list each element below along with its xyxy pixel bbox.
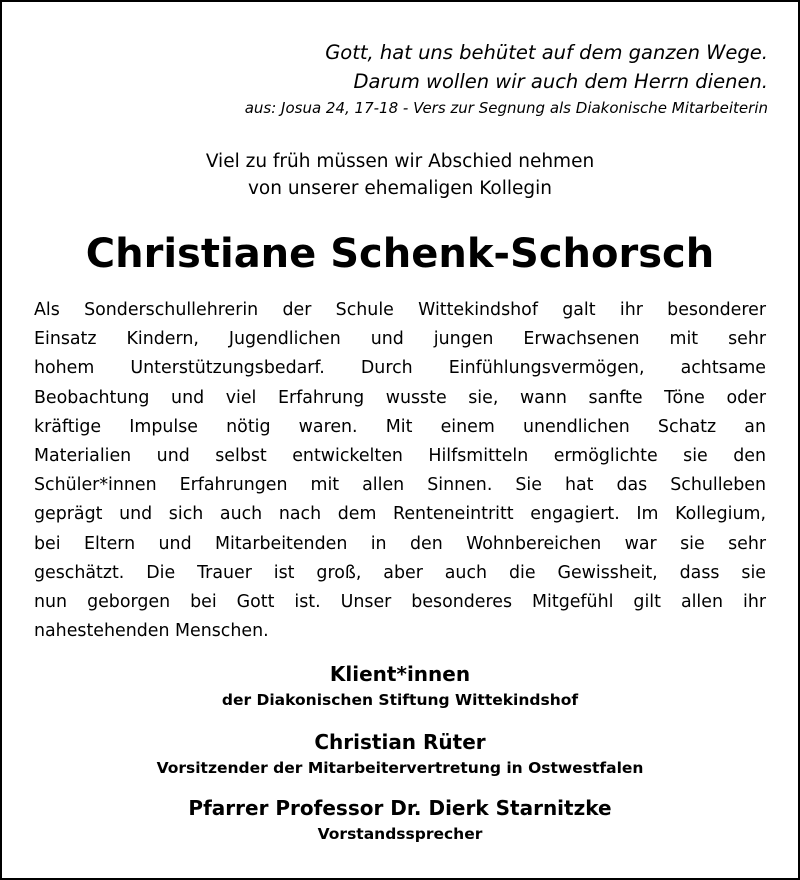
signature-role: Vorstandssprecher [317,825,483,843]
body-line: Schüler*innen Erfahrungen mit allen Sinnen. Sie hat das Schulleben [34,475,766,496]
body-line: geprägt und sich auch nach dem Renteneintritt engagiert. Im Kollegium, [34,504,766,525]
signature-staff-council [0,728,800,780]
quote-line-2: Darum wollen wir auch dem Herrn dienen. [353,70,768,93]
body-line: hohem Unterstützungsbedarf. Durch Einfühlungsvermögen, achtsame [34,358,766,379]
body-line: Beobachtung und viel Erfahrung wusste sie, wann sanfte Töne oder [34,387,766,408]
signature-name: Christian Rüter [314,730,486,754]
body-line: bei Eltern und Mitarbeitenden in den Wohnbereichen war sie sehr [34,533,766,554]
body-line: Als Sonderschullehrerin der Schule Wittekindshof galt ihr besonderer [34,300,766,320]
body-line: nun geborgen bei Gott ist. Unser besonderes Mitgefühl gilt allen ihr [34,592,766,613]
body-line: nahestehenden Menschen. [34,621,269,642]
signature-name: Klient*innen [329,662,471,686]
bible-quote [245,38,768,120]
signature-name: Pfarrer Professor Dr. Dierk Starnitzke [188,796,612,820]
intro-line-1: Viel zu früh müssen wir Abschied nehmen [205,151,595,172]
body-line: Einsatz Kindern, Jugendlichen und jungen Erwachsenen mit sehr [34,329,766,350]
signature-board [0,794,800,846]
obituary-body [34,296,766,646]
intro-text [0,148,800,202]
body-line: kräftige Impulse nötig waren. Mit einem unendlichen Schatz an [34,416,766,437]
deceased-name: Christiane Schenk-Schorsch [85,231,715,277]
quote-source: aus: Josua 24, 17-18 - Vers zur Segnung als Diakonische Mitarbeiterin [244,99,768,117]
body-line: geschätzt. Die Trauer ist groß, aber auch die Gewissheit, dass sie [34,562,766,583]
body-line: Materialien und selbst entwickelten Hilfsmitteln ermöglichte sie den [34,446,766,467]
signature-role: der Diakonischen Stiftung Wittekindshof [221,691,579,709]
signature-role: Vorsitzender der Mitarbeitervertretung in Ostwestfalen [156,759,644,777]
intro-line-2: von unserer ehemaligen Kollegin [247,178,553,199]
signature-clients [0,660,800,712]
quote-line-1: Gott, hat uns behütet auf dem ganzen Wege. [325,41,768,64]
